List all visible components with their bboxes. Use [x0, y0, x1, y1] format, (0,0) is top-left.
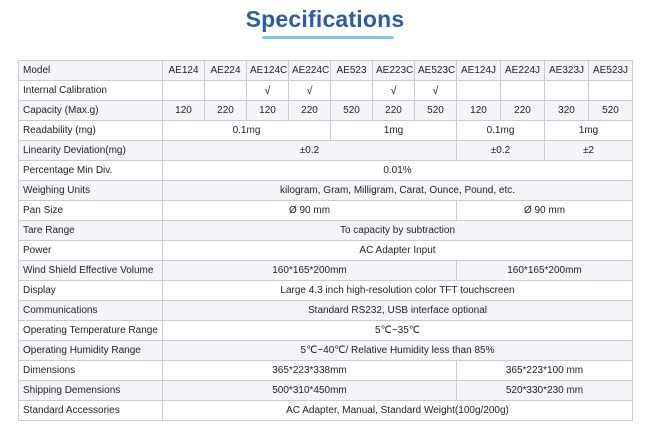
- value-cell: 520: [331, 101, 373, 121]
- check-mark: √: [247, 81, 289, 101]
- row-label: Capacity (Max.g): [19, 101, 163, 121]
- table-row-model: [19, 61, 633, 81]
- row-label: Model: [19, 61, 163, 81]
- value-cell: 320: [545, 101, 589, 121]
- table-row-temperature: [19, 321, 633, 341]
- value-cell: 500*310*450mm: [163, 381, 457, 401]
- title-area: [0, 0, 650, 52]
- model-cell: AE523C: [415, 61, 457, 81]
- value-cell: 520: [589, 101, 633, 121]
- check-mark: √: [373, 81, 415, 101]
- page-title: Specifications: [245, 6, 405, 32]
- value-cell: [589, 81, 633, 101]
- row-label: Communications: [19, 301, 163, 321]
- model-cell: AE223C: [373, 61, 415, 81]
- row-label: Percentage Min Div.: [19, 161, 163, 181]
- value-cell: 220: [289, 101, 331, 121]
- table-row-tare: [19, 221, 633, 241]
- row-label: Operating Humidity Range: [19, 341, 163, 361]
- value-cell: 160*165*200mm: [457, 261, 633, 281]
- row-label: Display: [19, 281, 163, 301]
- table-row-windshield: [19, 261, 633, 281]
- value-cell: Ø 90 mm: [457, 201, 633, 221]
- row-label: Operating Temperature Range: [19, 321, 163, 341]
- row-label: Standard Accessories: [19, 401, 163, 421]
- model-cell: AE523J: [589, 61, 633, 81]
- table-row-calibration: [19, 81, 633, 101]
- table-row-percentage: [19, 161, 633, 181]
- row-label: Shipping Demensions: [19, 381, 163, 401]
- row-label: Pan Size: [19, 201, 163, 221]
- value-cell: Large 4.3 inch high-resolution color TFT touchscreen: [163, 281, 633, 301]
- value-cell: [501, 81, 545, 101]
- table-row-power: [19, 241, 633, 261]
- value-cell: [545, 81, 589, 101]
- model-cell: AE523: [331, 61, 373, 81]
- value-cell: 5℃~35℃: [163, 321, 633, 341]
- row-label: Wind Shield Effective Volume: [19, 261, 163, 281]
- value-cell: AC Adapter Input: [163, 241, 633, 261]
- value-cell: Standard RS232, USB interface optional: [163, 301, 633, 321]
- value-cell: To capacity by subtraction: [163, 221, 633, 241]
- value-cell: ±2: [545, 141, 633, 161]
- value-cell: 160*165*200mm: [163, 261, 457, 281]
- value-cell: Ø 90 mm: [163, 201, 457, 221]
- row-label: Tare Range: [19, 221, 163, 241]
- table-row-linearity: [19, 141, 633, 161]
- value-cell: [205, 81, 247, 101]
- check-mark: √: [415, 81, 457, 101]
- value-cell: 120: [247, 101, 289, 121]
- check-mark: √: [289, 81, 331, 101]
- model-cell: AE323J: [545, 61, 589, 81]
- model-cell: AE224C: [289, 61, 331, 81]
- value-cell: 520*330*230 mm: [457, 381, 633, 401]
- value-cell: 0.1mg: [457, 121, 545, 141]
- value-cell: ±0.2: [163, 141, 457, 161]
- value-cell: 0.01%: [163, 161, 633, 181]
- table-row-communications: [19, 301, 633, 321]
- model-cell: AE124J: [457, 61, 501, 81]
- value-cell: 120: [457, 101, 501, 121]
- model-cell: AE124C: [247, 61, 289, 81]
- value-cell: 1mg: [331, 121, 457, 141]
- value-cell: 5℃~40℃/ Relative Humidity less than 85%: [163, 341, 633, 361]
- value-cell: 1mg: [545, 121, 633, 141]
- value-cell: 220: [205, 101, 247, 121]
- value-cell: 120: [163, 101, 205, 121]
- model-cell: AE124: [163, 61, 205, 81]
- row-label: Weighing Units: [19, 181, 163, 201]
- table-row-pan-size: [19, 201, 633, 221]
- table-row-capacity: [19, 101, 633, 121]
- table-row-units: [19, 181, 633, 201]
- table-row-accessories: [19, 401, 633, 421]
- value-cell: ±0.2: [457, 141, 545, 161]
- value-cell: [163, 81, 205, 101]
- value-cell: 365*223*100 mm: [457, 361, 633, 381]
- table-row-readability: [19, 121, 633, 141]
- table-row-shipping: [19, 381, 633, 401]
- row-label: Readability (mg): [19, 121, 163, 141]
- value-cell: kilogram, Gram, Milligram, Carat, Ounce, Pound, etc.: [163, 181, 633, 201]
- model-cell: AE224J: [501, 61, 545, 81]
- table-row-humidity: [19, 341, 633, 361]
- value-cell: [331, 81, 373, 101]
- value-cell: 220: [501, 101, 545, 121]
- row-label: Internal Calibration: [19, 81, 163, 101]
- value-cell: AC Adapter, Manual, Standard Weight(100g/200g): [163, 401, 633, 421]
- table-row-dimensions: [19, 361, 633, 381]
- row-label: Dimensions: [19, 361, 163, 381]
- value-cell: 520: [415, 101, 457, 121]
- value-cell: 365*223*338mm: [163, 361, 457, 381]
- row-label: Linearity Deviation(mg): [19, 141, 163, 161]
- value-cell: 220: [373, 101, 415, 121]
- specifications-table: [18, 60, 633, 421]
- value-cell: 0.1mg: [163, 121, 331, 141]
- row-label: Power: [19, 241, 163, 261]
- value-cell: [457, 81, 501, 101]
- model-cell: AE224: [205, 61, 247, 81]
- title-underline: [262, 36, 394, 39]
- table-row-display: [19, 281, 633, 301]
